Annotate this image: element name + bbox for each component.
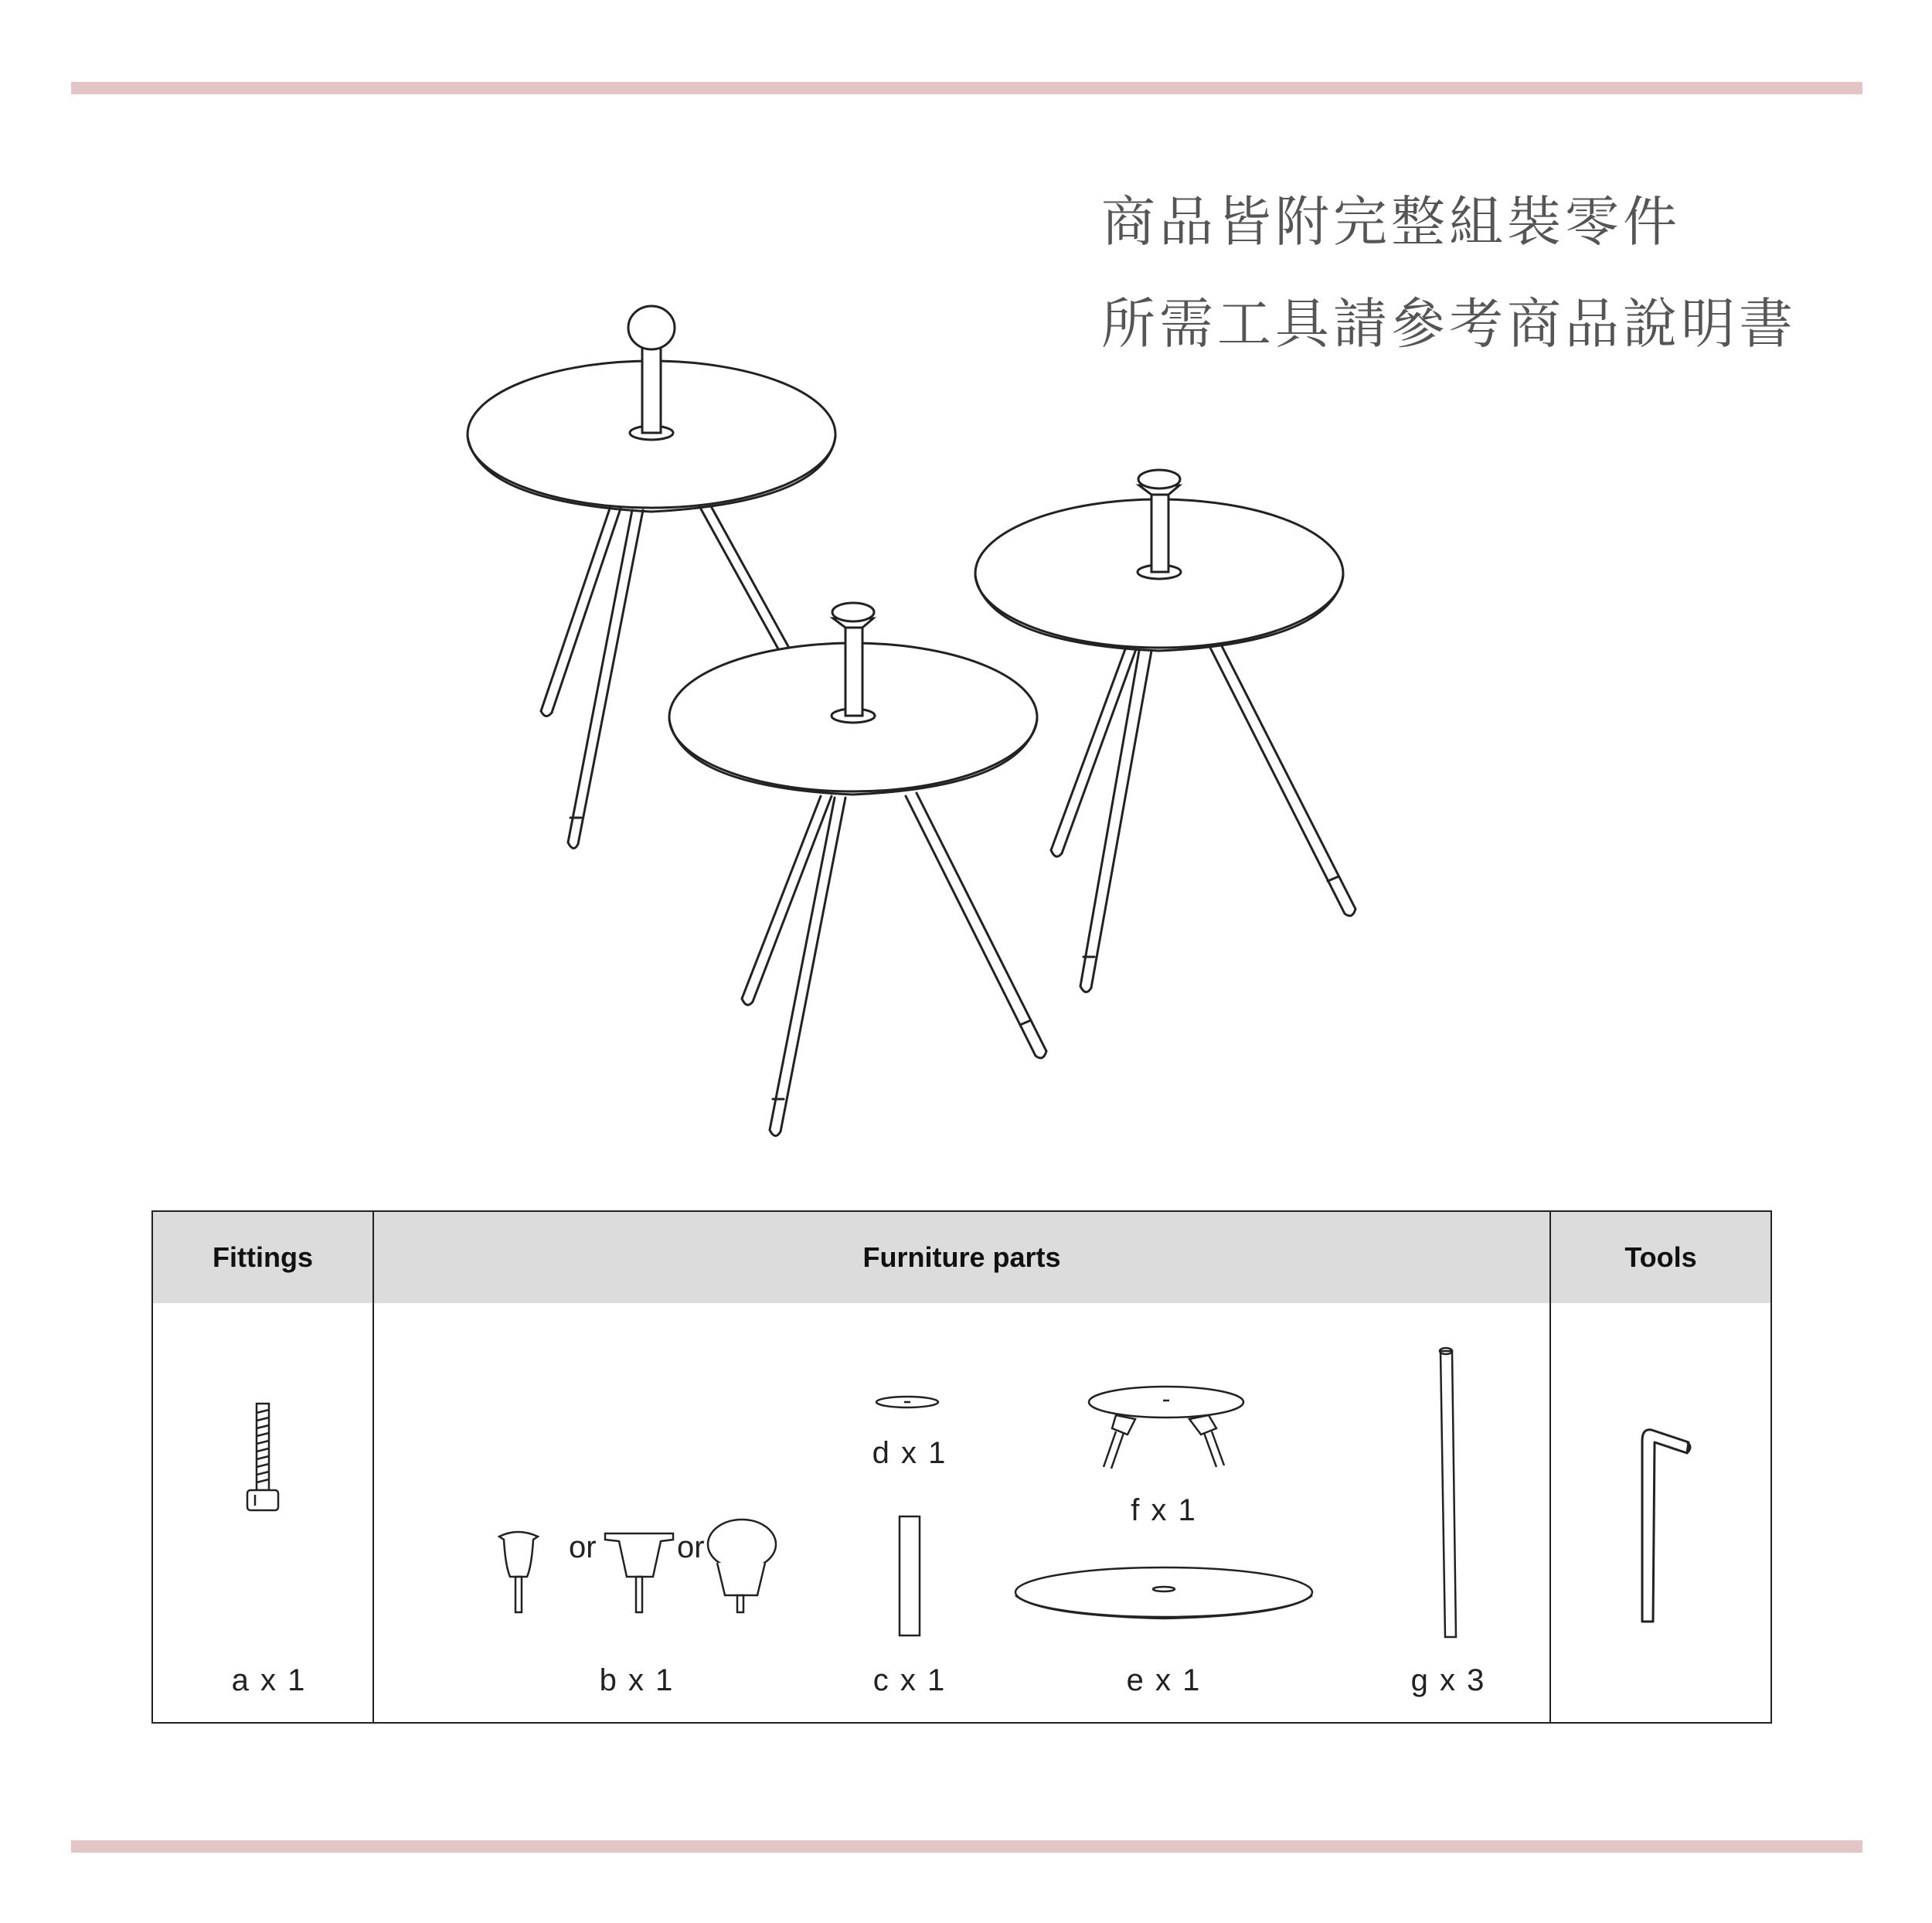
tools-column xyxy=(1551,1212,1770,1722)
part-label-a: a x 1 xyxy=(231,1663,307,1697)
allen-key-icon xyxy=(1551,1303,1767,1720)
screw-icon xyxy=(153,1303,369,1720)
bottom-divider xyxy=(71,1840,1862,1853)
table-illustration-center xyxy=(669,603,1046,1136)
parts-table xyxy=(151,1210,1772,1724)
headline-line-1: 商品皆附完整組裝零件 xyxy=(1101,190,1681,254)
fittings-header: Fittings xyxy=(153,1212,372,1303)
tools-header: Tools xyxy=(1551,1212,1770,1303)
fittings-column xyxy=(153,1212,372,1722)
part-label-b: b x 1 xyxy=(599,1663,675,1697)
or-separator-1: or xyxy=(569,1530,597,1564)
furniture-parts-drawings xyxy=(374,1303,1553,1720)
part-label-g: g x 3 xyxy=(1410,1663,1486,1697)
knob-variants-icon xyxy=(499,1520,776,1612)
furniture-header: Furniture parts xyxy=(374,1212,1549,1303)
headline-line-2: 所需工具請參考商品說明書 xyxy=(1101,292,1797,356)
tabletop-icon xyxy=(1015,1567,1312,1618)
part-label-f: f x 1 xyxy=(1131,1493,1197,1527)
leg-tube-icon xyxy=(1440,1348,1456,1637)
short-rod-icon xyxy=(900,1516,920,1635)
part-label-c: c x 1 xyxy=(872,1663,947,1697)
leg-mount-plate-icon xyxy=(1089,1387,1243,1469)
furniture-column xyxy=(372,1212,1551,1722)
washer-icon xyxy=(876,1397,938,1407)
or-separator-2: or xyxy=(677,1530,705,1564)
part-label-e: e x 1 xyxy=(1126,1663,1202,1697)
part-label-d: d x 1 xyxy=(872,1436,947,1470)
